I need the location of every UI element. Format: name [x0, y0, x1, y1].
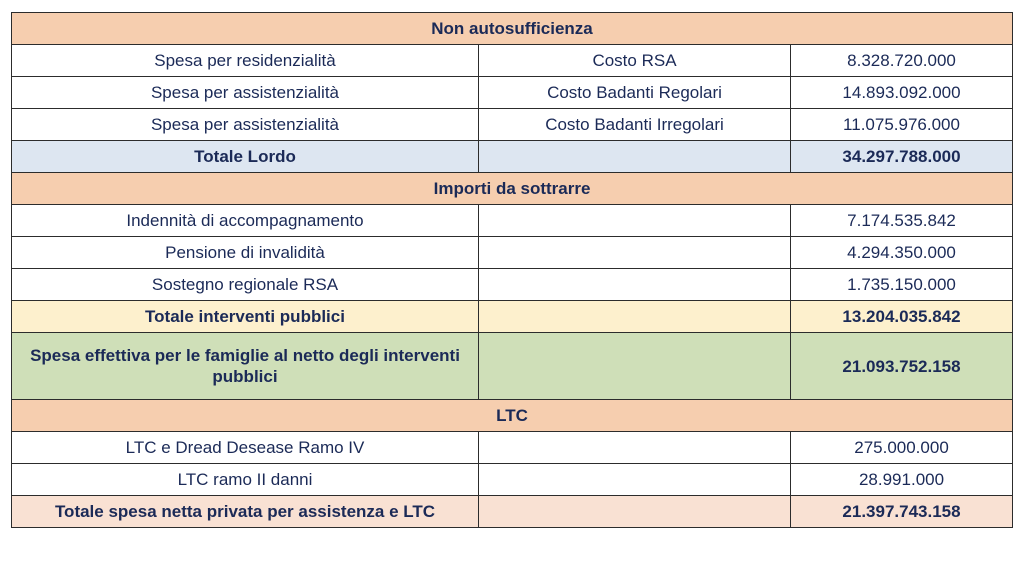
spesa-effettiva-row	[12, 333, 1013, 400]
spesa-effettiva-empty-cell	[479, 333, 791, 400]
row-item: Costo RSA	[479, 45, 791, 77]
table-row	[12, 45, 1013, 77]
row-value: 4.294.350.000	[791, 237, 1013, 269]
cost-table-container	[11, 12, 1012, 528]
totale-interventi-label: Totale interventi pubblici	[12, 301, 479, 333]
row-empty-cell	[479, 237, 791, 269]
totale-finale-value: 21.397.743.158	[791, 496, 1013, 528]
section-header-ltc: LTC	[12, 400, 1013, 432]
totale-lordo-empty-cell	[479, 141, 791, 173]
row-empty-cell	[479, 464, 791, 496]
totale-lordo-label: Totale Lordo	[12, 141, 479, 173]
row-value: 275.000.000	[791, 432, 1013, 464]
totale-interventi-value: 13.204.035.842	[791, 301, 1013, 333]
row-value: 7.174.535.842	[791, 205, 1013, 237]
row-item: Costo Badanti Regolari	[479, 77, 791, 109]
row-empty-cell	[479, 205, 791, 237]
row-label: Sostegno regionale RSA	[12, 269, 479, 301]
row-item: Costo Badanti Irregolari	[479, 109, 791, 141]
row-label: Spesa per assistenzialità	[12, 109, 479, 141]
totale-lordo-value: 34.297.788.000	[791, 141, 1013, 173]
row-value: 1.735.150.000	[791, 269, 1013, 301]
row-value: 11.075.976.000	[791, 109, 1013, 141]
totale-finale-row	[12, 496, 1013, 528]
totale-finale-empty-cell	[479, 496, 791, 528]
section-header-row	[12, 173, 1013, 205]
row-label: Spesa per assistenzialità	[12, 77, 479, 109]
table-row	[12, 109, 1013, 141]
row-label: Pensione di invalidità	[12, 237, 479, 269]
spesa-effettiva-value: 21.093.752.158	[791, 333, 1013, 400]
table-row	[12, 464, 1013, 496]
row-label: Indennità di accompagnamento	[12, 205, 479, 237]
cost-table	[11, 12, 1013, 528]
section-header-non-autosufficienza: Non autosufficienza	[12, 13, 1013, 45]
table-row	[12, 237, 1013, 269]
row-label: Spesa per residenzialità	[12, 45, 479, 77]
table-row	[12, 205, 1013, 237]
totale-interventi-row	[12, 301, 1013, 333]
totale-finale-label: Totale spesa netta privata per assistenza e LTC	[12, 496, 479, 528]
section-header-importi: Importi da sottrarre	[12, 173, 1013, 205]
row-value: 14.893.092.000	[791, 77, 1013, 109]
spesa-effettiva-label: Spesa effettiva per le famiglie al netto degli interventi pubblici	[12, 333, 479, 400]
table-row	[12, 77, 1013, 109]
table-row	[12, 432, 1013, 464]
table-row	[12, 269, 1013, 301]
totale-interventi-empty-cell	[479, 301, 791, 333]
section-header-row	[12, 400, 1013, 432]
row-empty-cell	[479, 432, 791, 464]
section-header-row	[12, 13, 1013, 45]
row-value: 28.991.000	[791, 464, 1013, 496]
row-label: LTC e Dread Desease Ramo IV	[12, 432, 479, 464]
row-label: LTC ramo II danni	[12, 464, 479, 496]
row-empty-cell	[479, 269, 791, 301]
totale-lordo-row	[12, 141, 1013, 173]
row-value: 8.328.720.000	[791, 45, 1013, 77]
